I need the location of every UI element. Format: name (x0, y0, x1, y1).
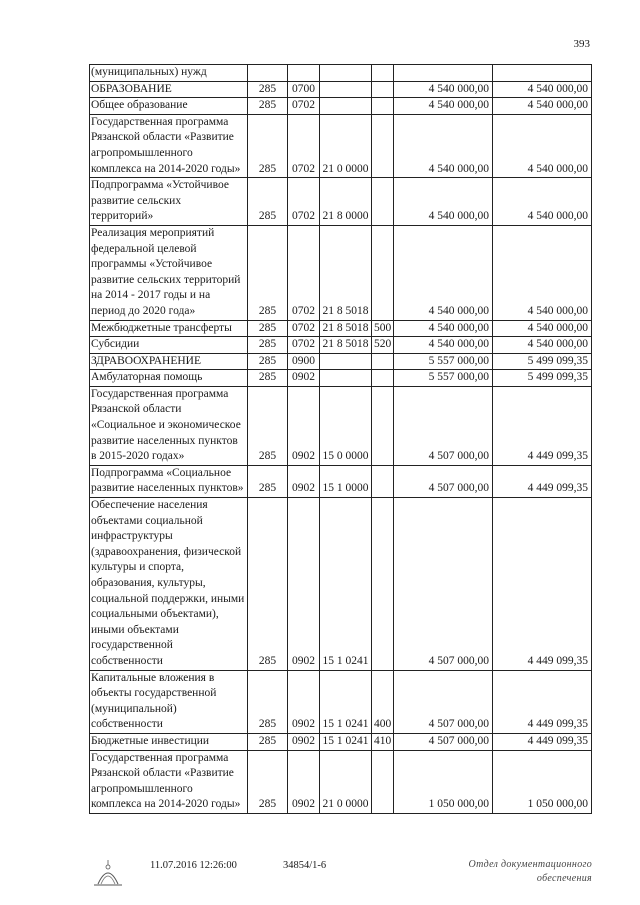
emblem-stamp-icon (88, 858, 128, 888)
row-target-code-cell: 21 8 5018 (320, 225, 372, 320)
row-expense-type-cell (372, 81, 394, 98)
row-expense-type-cell: 500 (372, 320, 394, 337)
row-amount-actual-cell: 4 449 099,35 (493, 733, 592, 750)
table-row (90, 114, 592, 177)
row-admin-code-cell: 285 (248, 337, 288, 354)
table-row (90, 733, 592, 750)
table-row (90, 320, 592, 337)
row-target-code-cell: 15 1 0241 (320, 670, 372, 733)
row-admin-code-cell: 285 (248, 370, 288, 387)
row-name-cell: (муниципальных) нужд (90, 65, 248, 82)
row-expense-type-cell: 400 (372, 670, 394, 733)
row-admin-code-cell: 285 (248, 465, 288, 497)
row-amount-planned-cell: 4 540 000,00 (394, 225, 493, 320)
row-target-code-cell (320, 370, 372, 387)
row-name-cell: Реализация мероприятий федеральной целевой программы «Устойчивое развитие сельских территорий на 2014 - 2017 годы и на период до 2020 года» (90, 225, 248, 320)
row-amount-planned-cell: 4 507 000,00 (394, 465, 493, 497)
row-target-code-cell: 21 0 0000 (320, 114, 372, 177)
table-row (90, 750, 592, 813)
row-target-code-cell: 15 1 0000 (320, 465, 372, 497)
row-target-code-cell: 15 0 0000 (320, 386, 372, 465)
row-target-code-cell (320, 81, 372, 98)
table-row (90, 225, 592, 320)
row-name-cell: Общее образование (90, 98, 248, 115)
table-row (90, 353, 592, 370)
row-amount-actual-cell: 4 449 099,35 (493, 498, 592, 671)
footer-department-line1: Отдел документационного (468, 859, 592, 870)
row-amount-planned-cell: 4 540 000,00 (394, 81, 493, 98)
row-amount-planned-cell: 5 557 000,00 (394, 353, 493, 370)
row-section-code-cell: 0700 (288, 81, 320, 98)
row-amount-actual-cell: 4 449 099,35 (493, 465, 592, 497)
row-amount-actual-cell: 4 449 099,35 (493, 386, 592, 465)
row-admin-code-cell (248, 65, 288, 82)
row-admin-code-cell: 285 (248, 386, 288, 465)
document-footer (0, 858, 640, 898)
row-section-code-cell: 0902 (288, 465, 320, 497)
table-row (90, 465, 592, 497)
row-section-code-cell (288, 65, 320, 82)
footer-document-number: 34854/1-6 (283, 860, 327, 871)
row-name-cell: Подпрограмма «Устойчивое развитие сельских территорий» (90, 178, 248, 226)
row-admin-code-cell: 285 (248, 114, 288, 177)
row-admin-code-cell: 285 (248, 498, 288, 671)
row-admin-code-cell: 285 (248, 750, 288, 813)
row-amount-planned-cell: 4 540 000,00 (394, 320, 493, 337)
row-admin-code-cell: 285 (248, 320, 288, 337)
row-expense-type-cell (372, 65, 394, 82)
row-admin-code-cell: 285 (248, 178, 288, 226)
row-amount-planned-cell: 4 507 000,00 (394, 498, 493, 671)
row-amount-planned-cell (394, 65, 493, 82)
row-section-code-cell: 0902 (288, 498, 320, 671)
row-name-cell: Амбулаторная помощь (90, 370, 248, 387)
row-name-cell: Межбюджетные трансферты (90, 320, 248, 337)
row-admin-code-cell: 285 (248, 81, 288, 98)
row-section-code-cell: 0702 (288, 114, 320, 177)
footer-department (469, 858, 592, 886)
row-amount-planned-cell: 4 507 000,00 (394, 386, 493, 465)
row-amount-planned-cell: 4 507 000,00 (394, 733, 493, 750)
row-amount-actual-cell: 4 540 000,00 (493, 81, 592, 98)
row-name-cell: Государственная программа Рязанской области «Развитие агропромышленного комплекса на 2014-2020 годы» (90, 114, 248, 177)
row-target-code-cell: 21 8 5018 (320, 320, 372, 337)
row-expense-type-cell (372, 498, 394, 671)
table-row (90, 98, 592, 115)
row-admin-code-cell: 285 (248, 670, 288, 733)
row-amount-planned-cell: 4 507 000,00 (394, 670, 493, 733)
row-target-code-cell: 15 1 0241 (320, 498, 372, 671)
table-row (90, 370, 592, 387)
row-target-code-cell: 21 0 0000 (320, 750, 372, 813)
row-section-code-cell: 0902 (288, 386, 320, 465)
row-expense-type-cell (372, 114, 394, 177)
row-name-cell: ОБРАЗОВАНИЕ (90, 81, 248, 98)
row-amount-actual-cell: 4 540 000,00 (493, 98, 592, 115)
row-section-code-cell: 0702 (288, 178, 320, 226)
row-admin-code-cell: 285 (248, 733, 288, 750)
page-number: 393 (573, 38, 590, 50)
row-expense-type-cell (372, 178, 394, 226)
row-name-cell: Субсидии (90, 337, 248, 354)
row-target-code-cell: 15 1 0241 (320, 733, 372, 750)
row-expense-type-cell (372, 386, 394, 465)
row-admin-code-cell: 285 (248, 98, 288, 115)
table-row (90, 498, 592, 671)
table-row (90, 81, 592, 98)
footer-department-line2: обеспечения (536, 873, 592, 884)
row-target-code-cell: 21 8 5018 (320, 337, 372, 354)
row-section-code-cell: 0702 (288, 98, 320, 115)
row-target-code-cell (320, 98, 372, 115)
row-expense-type-cell: 520 (372, 337, 394, 354)
table-row (90, 337, 592, 354)
row-section-code-cell: 0902 (288, 750, 320, 813)
row-amount-actual-cell: 4 540 000,00 (493, 178, 592, 226)
row-amount-actual-cell: 4 540 000,00 (493, 337, 592, 354)
row-amount-planned-cell: 1 050 000,00 (394, 750, 493, 813)
row-amount-planned-cell: 4 540 000,00 (394, 337, 493, 354)
row-amount-planned-cell: 4 540 000,00 (394, 178, 493, 226)
row-name-cell: Капитальные вложения в объекты государственной (муниципальной) собственности (90, 670, 248, 733)
table-row (90, 670, 592, 733)
row-admin-code-cell: 285 (248, 225, 288, 320)
row-target-code-cell (320, 65, 372, 82)
row-amount-actual-cell: 4 449 099,35 (493, 670, 592, 733)
budget-table (89, 64, 592, 814)
row-amount-actual-cell: 5 499 099,35 (493, 370, 592, 387)
row-expense-type-cell (372, 370, 394, 387)
row-section-code-cell: 0702 (288, 225, 320, 320)
row-amount-actual-cell: 4 540 000,00 (493, 320, 592, 337)
row-amount-planned-cell: 4 540 000,00 (394, 114, 493, 177)
row-target-code-cell: 21 8 0000 (320, 178, 372, 226)
row-amount-actual-cell: 4 540 000,00 (493, 114, 592, 177)
row-amount-planned-cell: 4 540 000,00 (394, 98, 493, 115)
row-expense-type-cell (372, 465, 394, 497)
row-section-code-cell: 0902 (288, 370, 320, 387)
row-amount-actual-cell: 4 540 000,00 (493, 225, 592, 320)
row-amount-actual-cell (493, 65, 592, 82)
row-section-code-cell: 0902 (288, 733, 320, 750)
row-expense-type-cell (372, 353, 394, 370)
row-expense-type-cell (372, 98, 394, 115)
row-expense-type-cell: 410 (372, 733, 394, 750)
row-name-cell: Государственная программа Рязанской области «Развитие агропромышленного комплекса на 2014-2020 годы» (90, 750, 248, 813)
table-row (90, 386, 592, 465)
row-target-code-cell (320, 353, 372, 370)
row-name-cell: Бюджетные инвестиции (90, 733, 248, 750)
row-amount-actual-cell: 5 499 099,35 (493, 353, 592, 370)
row-amount-planned-cell: 5 557 000,00 (394, 370, 493, 387)
row-amount-actual-cell: 1 050 000,00 (493, 750, 592, 813)
row-section-code-cell: 0702 (288, 320, 320, 337)
table-row (90, 65, 592, 82)
row-expense-type-cell (372, 225, 394, 320)
footer-datetime: 11.07.2016 12:26:00 (150, 860, 237, 871)
table-row (90, 178, 592, 226)
row-section-code-cell: 0900 (288, 353, 320, 370)
row-name-cell: Государственная программа Рязанской области «Социальное и экономическое развитие населенных пунктов в 2015-2020 годах» (90, 386, 248, 465)
row-section-code-cell: 0902 (288, 670, 320, 733)
row-name-cell: Обеспечение населения объектами социальной инфраструктуры (здравоохранения, физической культуры и спорта, образования, культуры, социальной поддержки, иными социальными объектами), иными объектами государственной собственности (90, 498, 248, 671)
row-section-code-cell: 0702 (288, 337, 320, 354)
row-expense-type-cell (372, 750, 394, 813)
row-name-cell: Подпрограмма «Социальное развитие населенных пунктов» (90, 465, 248, 497)
row-admin-code-cell: 285 (248, 353, 288, 370)
row-name-cell: ЗДРАВООХРАНЕНИЕ (90, 353, 248, 370)
